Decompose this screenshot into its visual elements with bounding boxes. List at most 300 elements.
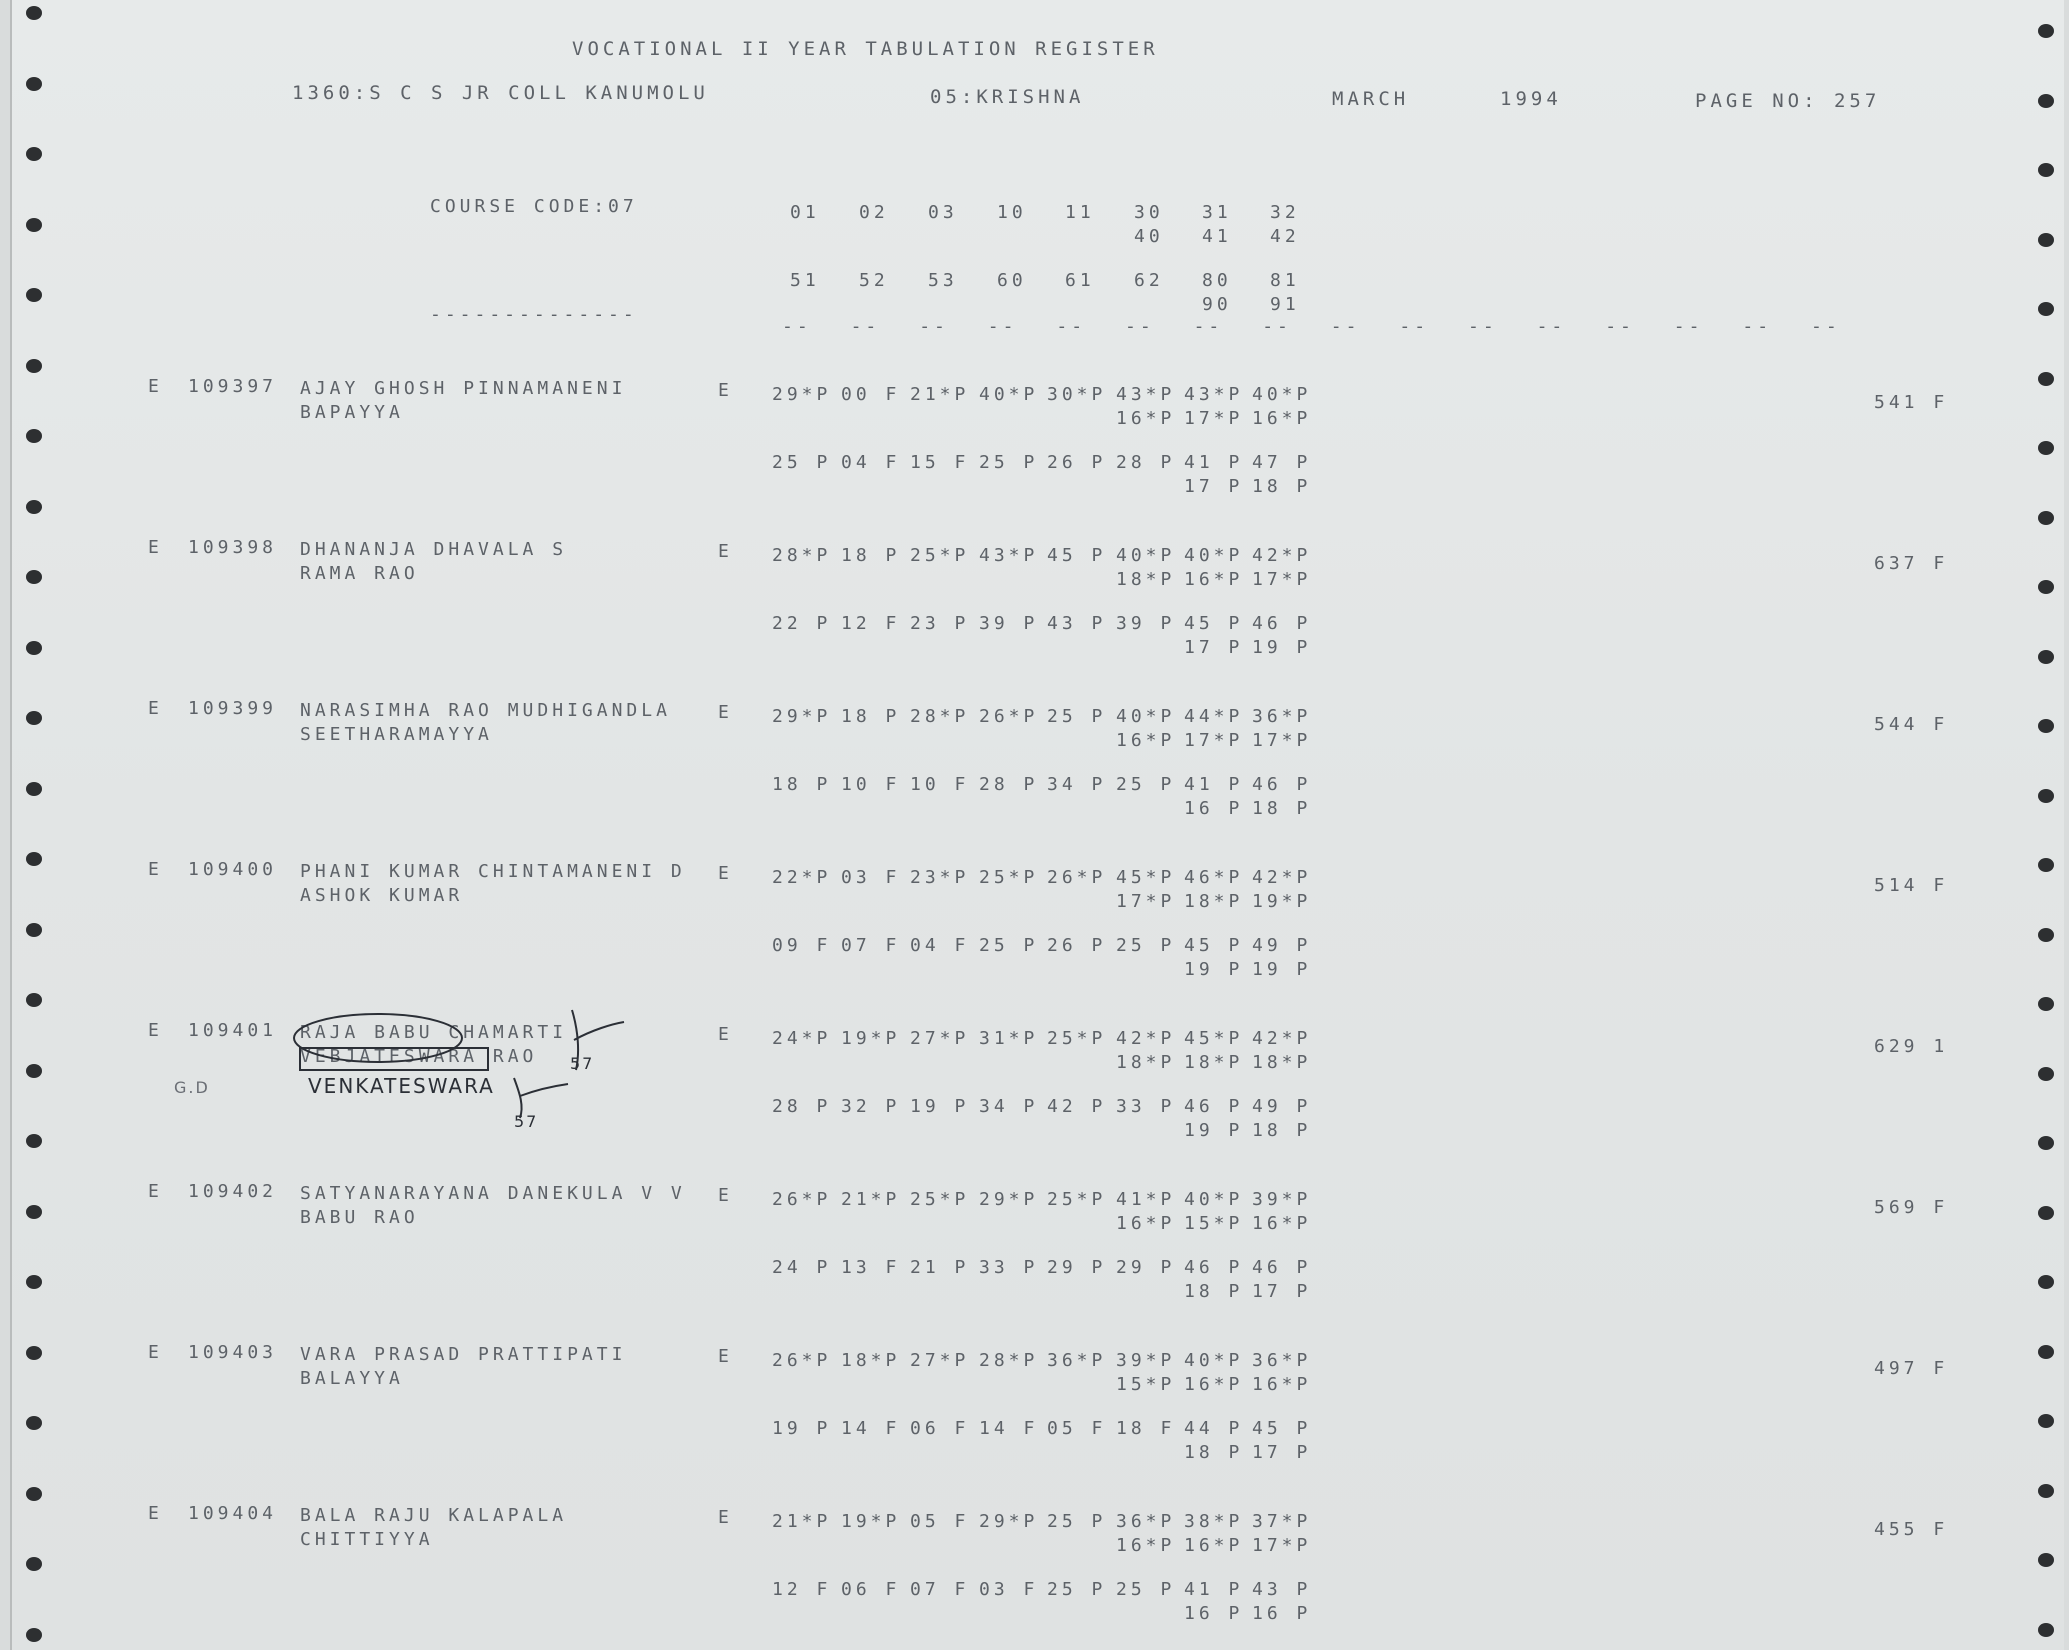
tractor-hole	[2038, 1414, 2054, 1428]
subject-mark: 06 F	[841, 1579, 901, 1600]
tractor-hole	[2038, 789, 2054, 803]
subject-mark: 29*P	[772, 384, 832, 405]
father-name: BABU RAO	[300, 1207, 419, 1228]
subject-mark: 45 P	[1047, 545, 1107, 566]
subject-mark: 04 F	[841, 452, 901, 473]
student-name: BALA RAJU KALAPALA	[300, 1505, 568, 1526]
student-name: VARA PRASAD PRATTIPATI	[300, 1344, 627, 1365]
subject-mark: 39*P	[1116, 1350, 1176, 1371]
subject-mark: 16*P	[1184, 1374, 1244, 1395]
subject-mark: 42 P	[1047, 1096, 1107, 1117]
student-name: DHANANJA DHAVALA S	[300, 539, 568, 560]
subject-mark: 16*P	[1184, 1535, 1244, 1556]
subject-mark: 19 P	[772, 1418, 832, 1439]
subject-code: 30	[1134, 202, 1164, 223]
tractor-hole	[26, 570, 42, 584]
subject-code: 91	[1270, 294, 1300, 315]
subject-mark: 15 F	[910, 452, 970, 473]
tractor-hole	[26, 923, 42, 937]
tractor-hole	[26, 288, 42, 302]
total-and-result: 541 F	[1874, 392, 1949, 413]
subject-mark: 29*P	[772, 706, 832, 727]
subject-code: 62	[1134, 270, 1164, 291]
subject-mark: 25*P	[910, 545, 970, 566]
subject-mark: 25 P	[1047, 1579, 1107, 1600]
subject-mark: 28*P	[979, 1350, 1039, 1371]
father-name: RAMA RAO	[300, 563, 419, 584]
subject-mark: 42*P	[1116, 1028, 1176, 1049]
college-name: 1360:S C S JR COLL KANUMOLU	[292, 82, 709, 104]
handwritten-mark: 57	[514, 1112, 539, 1131]
subject-mark: 46*P	[1184, 867, 1244, 888]
subject-mark: 24 P	[772, 1257, 832, 1278]
father-name: BALAYYA	[300, 1368, 404, 1389]
subject-mark: 36*P	[1116, 1511, 1176, 1532]
subject-mark: 34 P	[979, 1096, 1039, 1117]
subject-mark: 16*P	[1252, 1213, 1312, 1234]
subject-mark: 12 F	[772, 1579, 832, 1600]
subject-mark: 39 P	[979, 613, 1039, 634]
subject-mark: 07 F	[841, 935, 901, 956]
subject-mark: 25 P	[1116, 935, 1176, 956]
subject-mark: 17*P	[1184, 408, 1244, 429]
exam-flag: E	[148, 1503, 163, 1524]
subject-mark: 19 P	[1252, 637, 1312, 658]
subject-mark: 18 P	[841, 545, 901, 566]
subject-code: 32	[1270, 202, 1300, 223]
subject-mark: 41 P	[1184, 452, 1244, 473]
tractor-hole	[2038, 511, 2054, 525]
exam-flag: E	[148, 537, 163, 558]
page-number: PAGE NO: 257	[1695, 90, 1881, 112]
subject-mark: 17 P	[1184, 637, 1244, 658]
father-name: VEBJATESWARA RAO	[300, 1046, 538, 1067]
subject-mark: 32 P	[841, 1096, 901, 1117]
student-name: PHANI KUMAR CHINTAMANENI D	[300, 861, 686, 882]
subject-mark: 25 P	[1047, 1511, 1107, 1532]
subject-mark: 23 P	[910, 613, 970, 634]
tractor-hole	[26, 1205, 42, 1219]
subject-mark: 18 P	[1252, 798, 1312, 819]
subject-mark: 18 P	[1252, 476, 1312, 497]
subject-mark: 41 P	[1184, 1579, 1244, 1600]
father-name: SEETHARAMAYYA	[300, 724, 493, 745]
tractor-hole	[2038, 650, 2054, 664]
column-separator: --	[1330, 316, 1361, 337]
subject-code: 90	[1202, 294, 1232, 315]
subject-mark: 22*P	[772, 867, 832, 888]
subject-code: 02	[859, 202, 889, 223]
subject-mark: 44 P	[1184, 1418, 1244, 1439]
tractor-hole	[26, 1275, 42, 1289]
subject-mark: 18 P	[1184, 1442, 1244, 1463]
subject-code: 61	[1065, 270, 1095, 291]
column-separator: --	[987, 316, 1018, 337]
subject-mark: 45 P	[1252, 1418, 1312, 1439]
column-separator: --	[1811, 316, 1841, 337]
tractor-hole	[2038, 580, 2054, 594]
subject-mark: 42*P	[1252, 867, 1312, 888]
subject-mark: 05 F	[910, 1511, 970, 1532]
column-separator: --	[1468, 316, 1498, 337]
subject-mark: 17 P	[1184, 476, 1244, 497]
subject-mark: 26*P	[979, 706, 1039, 727]
exam-flag: E	[148, 1181, 163, 1202]
subject-mark: 36*P	[1047, 1350, 1107, 1371]
subject-mark: 18*P	[1116, 1052, 1176, 1073]
subject-mark: 16 P	[1184, 798, 1244, 819]
subject-mark: 25 P	[979, 935, 1039, 956]
tractor-hole	[26, 500, 42, 514]
subject-code: 52	[859, 270, 889, 291]
subject-mark: 17 P	[1252, 1281, 1312, 1302]
subject-mark: 25*P	[910, 1189, 970, 1210]
tractor-hole	[26, 1628, 42, 1642]
tractor-hole	[2038, 928, 2054, 942]
subject-mark: 34 P	[1047, 774, 1107, 795]
subject-mark: 28 P	[1116, 452, 1176, 473]
subject-mark: 25*P	[979, 867, 1039, 888]
tractor-hole	[26, 993, 42, 1007]
subject-mark: 49 P	[1252, 1096, 1312, 1117]
subject-mark: 33 P	[979, 1257, 1039, 1278]
subject-mark: 36*P	[1252, 1350, 1312, 1371]
tractor-hole	[2038, 1553, 2054, 1567]
subject-mark: 31*P	[979, 1028, 1039, 1049]
subject-mark: 25 P	[1116, 1579, 1176, 1600]
subject-mark: 39*P	[1252, 1189, 1312, 1210]
subject-mark: 18*P	[1184, 1052, 1244, 1073]
subject-mark: 03 F	[979, 1579, 1039, 1600]
group-code: E	[718, 1507, 733, 1528]
subject-mark: 21*P	[772, 1511, 832, 1532]
subject-mark: 43*P	[1184, 384, 1244, 405]
column-separator: --	[1125, 316, 1155, 337]
subject-mark: 18 P	[841, 706, 901, 727]
subject-mark: 14 F	[841, 1418, 901, 1439]
subject-mark: 45*P	[1116, 867, 1176, 888]
subject-mark: 16 P	[1252, 1603, 1312, 1624]
handwritten-mark: 57	[570, 1054, 595, 1073]
subject-code: 11	[1065, 202, 1095, 223]
tractor-hole	[26, 852, 42, 866]
subject-mark: 37*P	[1252, 1511, 1312, 1532]
tractor-hole	[2038, 1206, 2054, 1220]
subject-mark: 03 F	[841, 867, 901, 888]
tractor-hole	[26, 1487, 42, 1501]
subject-mark: 16*P	[1116, 408, 1176, 429]
group-code: E	[718, 541, 733, 562]
total-and-result: 514 F	[1874, 875, 1949, 896]
tractor-hole	[26, 641, 42, 655]
student-name: RAJA BABU CHAMARTI	[300, 1022, 568, 1043]
subject-mark: 17*P	[1252, 569, 1312, 590]
subject-code: 10	[997, 202, 1027, 223]
subject-mark: 40*P	[1184, 1350, 1244, 1371]
subject-mark: 26*P	[772, 1189, 832, 1210]
column-separator: --	[1399, 316, 1430, 337]
subject-mark: 25 P	[772, 452, 832, 473]
subject-mark: 16*P	[1116, 730, 1176, 751]
subject-mark: 16*P	[1116, 1535, 1176, 1556]
tractor-hole	[26, 6, 42, 20]
subject-mark: 47 P	[1252, 452, 1312, 473]
subject-mark: 18*P	[1184, 891, 1244, 912]
subject-mark: 40*P	[1116, 545, 1176, 566]
subject-mark: 15*P	[1116, 1374, 1176, 1395]
course-code-label: COURSE CODE:07	[430, 196, 638, 217]
subject-mark: 16*P	[1116, 1213, 1176, 1234]
subject-mark: 46 P	[1184, 1257, 1244, 1278]
subject-mark: 27*P	[910, 1028, 970, 1049]
subject-code: 53	[928, 270, 958, 291]
tractor-hole	[2038, 94, 2054, 108]
subject-mark: 25*P	[1047, 1028, 1107, 1049]
subject-mark: 18 P	[1184, 1281, 1244, 1302]
subject-mark: 27*P	[910, 1350, 970, 1371]
ink-annotations	[12, 0, 2064, 1650]
tractor-hole	[26, 147, 42, 161]
tractor-hole	[2038, 1623, 2054, 1637]
student-name: SATYANARAYANA DANEKULA V V	[300, 1183, 686, 1204]
tractor-hole	[26, 1134, 42, 1148]
tractor-hole	[26, 1064, 42, 1078]
subject-mark: 18*P	[841, 1350, 901, 1371]
roll-number: 109403	[188, 1342, 278, 1363]
subject-code: 81	[1270, 270, 1300, 291]
subject-mark: 00 F	[841, 384, 901, 405]
subject-mark: 10 F	[910, 774, 970, 795]
group-code: E	[718, 863, 733, 884]
subject-mark: 17 P	[1252, 1442, 1312, 1463]
exam-flag: E	[148, 698, 163, 719]
group-code: E	[718, 702, 733, 723]
tractor-hole	[2038, 858, 2054, 872]
subject-mark: 19*P	[841, 1511, 901, 1532]
roll-number: 109401	[188, 1020, 278, 1041]
roll-number: 109399	[188, 698, 278, 719]
father-name: ASHOK KUMAR	[300, 885, 464, 906]
tractor-hole	[2038, 163, 2054, 177]
tractor-hole	[2038, 372, 2054, 386]
subject-mark: 41 P	[1184, 774, 1244, 795]
tractor-hole	[2038, 1345, 2054, 1359]
subject-mark: 28 P	[772, 1096, 832, 1117]
subject-mark: 18 F	[1116, 1418, 1176, 1439]
subject-mark: 43*P	[1116, 384, 1176, 405]
subject-code: 31	[1202, 202, 1232, 223]
subject-mark: 19 P	[1184, 959, 1244, 980]
subject-mark: 45 P	[1184, 935, 1244, 956]
handwritten-correction: VENKATESWARA	[308, 1074, 495, 1098]
column-separator: --	[1056, 316, 1087, 337]
total-and-result: 629 1	[1874, 1036, 1949, 1057]
subject-mark: 19*P	[841, 1028, 901, 1049]
subject-mark: 40*P	[1252, 384, 1312, 405]
subject-mark: 40*P	[1184, 545, 1244, 566]
subject-mark: 19*P	[1252, 891, 1312, 912]
column-separator: --	[782, 316, 812, 337]
subject-mark: 46 P	[1252, 1257, 1312, 1278]
column-separator: --	[1605, 316, 1635, 337]
subject-mark: 24*P	[772, 1028, 832, 1049]
subject-mark: 05 F	[1047, 1418, 1107, 1439]
subject-mark: 40*P	[979, 384, 1039, 405]
subject-mark: 25 P	[979, 452, 1039, 473]
subject-mark: 06 F	[910, 1418, 970, 1439]
subject-mark: 42*P	[1252, 1028, 1312, 1049]
subject-mark: 41*P	[1116, 1189, 1176, 1210]
tractor-hole	[26, 359, 42, 373]
roll-number: 109404	[188, 1503, 278, 1524]
subject-mark: 43 P	[1047, 613, 1107, 634]
column-separator: --	[850, 316, 881, 337]
column-separator: --	[1193, 316, 1224, 337]
subject-mark: 13 F	[841, 1257, 901, 1278]
subject-mark: 45 P	[1184, 613, 1244, 634]
subject-code: 03	[928, 202, 958, 223]
subject-code: 01	[790, 202, 820, 223]
subject-mark: 29 P	[1047, 1257, 1107, 1278]
subject-mark: 16*P	[1252, 408, 1312, 429]
subject-mark: 39 P	[1116, 613, 1176, 634]
exam-flag: E	[148, 376, 163, 397]
subject-mark: 10 F	[841, 774, 901, 795]
subject-mark: 16*P	[1184, 569, 1244, 590]
roll-number: 109402	[188, 1181, 278, 1202]
subject-mark: 23*P	[910, 867, 970, 888]
subject-mark: 14 F	[979, 1418, 1039, 1439]
exam-flag: E	[148, 859, 163, 880]
group-code: E	[718, 380, 733, 401]
subject-mark: 17*P	[1252, 730, 1312, 751]
tractor-hole	[2038, 302, 2054, 316]
subject-mark: 42*P	[1252, 545, 1312, 566]
subject-code: 60	[997, 270, 1027, 291]
tractor-hole	[2038, 997, 2054, 1011]
tractor-hole	[2038, 1484, 2054, 1498]
tractor-hole	[26, 218, 42, 232]
roll-number: 109397	[188, 376, 278, 397]
tractor-hole	[26, 429, 42, 443]
subject-mark: 17*P	[1252, 1535, 1312, 1556]
exam-flag: E	[148, 1342, 163, 1363]
column-separator: --	[1536, 316, 1567, 337]
subject-mark: 16 P	[1184, 1603, 1244, 1624]
subject-mark: 12 F	[841, 613, 901, 634]
subject-mark: 18*P	[1252, 1052, 1312, 1073]
tractor-hole	[2038, 1136, 2054, 1150]
total-and-result: 544 F	[1874, 714, 1949, 735]
subject-mark: 25 P	[1047, 706, 1107, 727]
subject-mark: 26 P	[1047, 935, 1107, 956]
column-separator: --	[1262, 316, 1292, 337]
subject-code: 42	[1270, 226, 1300, 247]
student-name: AJAY GHOSH PINNAMANENI	[300, 378, 627, 399]
tractor-hole	[26, 77, 42, 91]
subject-mark: 46 P	[1184, 1096, 1244, 1117]
subject-mark: 46 P	[1252, 613, 1312, 634]
district-name: 05:KRISHNA	[930, 86, 1085, 108]
subject-mark: 26*P	[1047, 867, 1107, 888]
subject-mark: 28*P	[910, 706, 970, 727]
column-separator: --	[1673, 316, 1704, 337]
subject-mark: 18 P	[772, 774, 832, 795]
subject-code: 80	[1202, 270, 1232, 291]
subject-mark: 26 P	[1047, 452, 1107, 473]
subject-mark: 18*P	[1116, 569, 1176, 590]
subject-mark: 21 P	[910, 1257, 970, 1278]
column-separator: --	[1742, 316, 1773, 337]
register-title: VOCATIONAL II YEAR TABULATION REGISTER	[572, 38, 1159, 60]
tractor-hole	[26, 782, 42, 796]
subject-mark: 29*P	[979, 1511, 1039, 1532]
subject-mark: 36*P	[1252, 706, 1312, 727]
course-code-underline: --------------	[430, 304, 638, 325]
exam-month: MARCH	[1332, 88, 1410, 110]
total-and-result: 455 F	[1874, 1519, 1949, 1540]
tractor-hole	[2038, 1067, 2054, 1081]
total-and-result: 497 F	[1874, 1358, 1949, 1379]
subject-mark: 40*P	[1116, 706, 1176, 727]
subject-code: 51	[790, 270, 820, 291]
father-name: BAPAYYA	[300, 402, 404, 423]
subject-code: 40	[1134, 226, 1164, 247]
subject-mark: 19 P	[1184, 1120, 1244, 1141]
roll-number: 109400	[188, 859, 278, 880]
subject-mark: 28*P	[772, 545, 832, 566]
subject-mark: 25*P	[1047, 1189, 1107, 1210]
tractor-hole	[26, 711, 42, 725]
subject-code: 41	[1202, 226, 1232, 247]
tractor-hole	[2038, 441, 2054, 455]
column-separator: --	[919, 316, 949, 337]
exam-year: 1994	[1500, 88, 1562, 110]
subject-mark: 17*P	[1116, 891, 1176, 912]
tractor-hole	[2038, 719, 2054, 733]
subject-mark: 21*P	[910, 384, 970, 405]
subject-mark: 07 F	[910, 1579, 970, 1600]
subject-mark: 15*P	[1184, 1213, 1244, 1234]
total-and-result: 569 F	[1874, 1197, 1949, 1218]
subject-mark: 17*P	[1184, 730, 1244, 751]
subject-mark: 43*P	[979, 545, 1039, 566]
exam-flag: E	[148, 1020, 163, 1041]
tractor-hole	[26, 1557, 42, 1571]
subject-mark: 45*P	[1184, 1028, 1244, 1049]
tractor-hole	[26, 1416, 42, 1430]
subject-mark: 04 F	[910, 935, 970, 956]
roll-number: 109398	[188, 537, 278, 558]
handwritten-mark: G.D	[174, 1078, 210, 1097]
subject-mark: 43 P	[1252, 1579, 1312, 1600]
student-name: NARASIMHA RAO MUDHIGANDLA	[300, 700, 671, 721]
subject-mark: 49 P	[1252, 935, 1312, 956]
tractor-hole	[2038, 1275, 2054, 1289]
subject-mark: 33 P	[1116, 1096, 1176, 1117]
subject-mark: 40*P	[1184, 1189, 1244, 1210]
subject-mark: 19 P	[1252, 959, 1312, 980]
subject-mark: 26*P	[772, 1350, 832, 1371]
subject-mark: 30*P	[1047, 384, 1107, 405]
subject-mark: 22 P	[772, 613, 832, 634]
subject-mark: 46 P	[1252, 774, 1312, 795]
total-and-result: 637 F	[1874, 553, 1949, 574]
tabulation-sheet	[10, 0, 2064, 1650]
tractor-hole	[2038, 24, 2054, 38]
tractor-hole	[26, 1346, 42, 1360]
tractor-hole	[2038, 233, 2054, 247]
